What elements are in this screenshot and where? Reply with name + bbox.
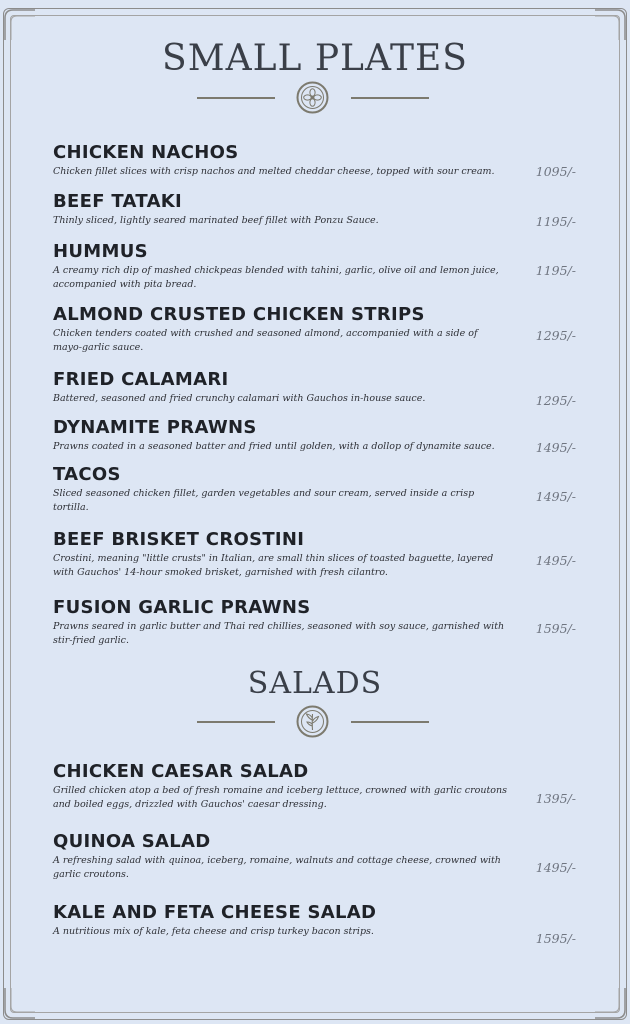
item-description: Thinly sliced, lightly seared marinated beef fillet with Ponzu Sauce. xyxy=(53,215,379,226)
item-name: CHICKEN CAESAR SALAD xyxy=(53,761,309,782)
item-name: FRIED CALAMARI xyxy=(53,369,229,390)
item-price: 1495/- xyxy=(535,489,576,504)
item-price: 1495/- xyxy=(535,440,576,455)
menu-item-tacos xyxy=(53,464,593,515)
item-name: QUINOA SALAD xyxy=(53,831,211,852)
item-description: Prawns seared in garlic butter and Thai red chillies, seasoned with soy sauce, garnished with stir-fried garlic. xyxy=(53,621,505,646)
leaf-emblem-icon xyxy=(296,705,329,738)
flower-emblem-icon xyxy=(296,81,329,114)
item-description: Chicken tenders coated with crushed and seasoned almond, accompanied with a side of mayo-garlic sauce. xyxy=(53,328,478,353)
corner-ornament-icon xyxy=(3,986,37,1020)
menu-item-beef-brisket-crostini xyxy=(53,529,593,580)
item-price: 1195/- xyxy=(535,263,576,278)
item-description: Sliced seasoned chicken fillet, garden vegetables and sour cream, served inside a crisp tortilla. xyxy=(53,488,475,513)
item-name: TACOS xyxy=(53,464,121,485)
item-price: 1295/- xyxy=(535,393,576,408)
menu-item-chicken-caesar-salad xyxy=(53,761,593,812)
item-description: A nutritious mix of kale, feta cheese and crisp turkey bacon strips. xyxy=(53,926,374,937)
corner-ornament-icon xyxy=(593,8,627,42)
item-name: BEEF BRISKET CROSTINI xyxy=(53,529,305,550)
item-price: 1495/- xyxy=(535,553,576,568)
item-price: 1395/- xyxy=(535,791,576,806)
item-price: 1295/- xyxy=(535,328,576,343)
item-name: KALE AND FETA CHEESE SALAD xyxy=(53,902,377,923)
item-price: 1495/- xyxy=(535,860,576,875)
item-name: ALMOND CRUSTED CHICKEN STRIPS xyxy=(53,304,425,325)
item-description: Chicken fillet slices with crisp nachos and melted cheddar cheese, topped with sour cream. xyxy=(53,166,495,177)
menu-item-hummus xyxy=(53,241,593,292)
divider-line xyxy=(197,97,275,99)
divider-line xyxy=(197,721,275,723)
menu-item-chicken-nachos xyxy=(53,142,593,179)
corner-ornament-icon xyxy=(3,8,37,42)
menu-item-kale-and-feta-cheese-salad xyxy=(53,902,593,946)
salads-divider xyxy=(0,704,630,740)
divider-line xyxy=(351,721,429,723)
item-name: DYNAMITE PRAWNS xyxy=(53,417,257,438)
salads-heading: SALADS xyxy=(247,666,383,701)
small-plates-divider xyxy=(0,80,630,116)
item-name: CHICKEN NACHOS xyxy=(53,142,239,163)
item-price: 1595/- xyxy=(535,931,576,946)
item-name: HUMMUS xyxy=(53,241,148,262)
corner-ornament-icon xyxy=(593,986,627,1020)
item-description: Grilled chicken atop a bed of fresh romaine and iceberg lettuce, crowned with garlic croutons and boiled eggs, drizzled with Gauchos' caesar dressing. xyxy=(53,785,507,810)
item-description: A creamy rich dip of mashed chickpeas blended with tahini, garlic, olive oil and lemon juice, accompanied with pita bread. xyxy=(53,265,499,290)
menu-item-quinoa-salad xyxy=(53,831,593,882)
item-price: 1095/- xyxy=(535,164,576,179)
small-plates-heading: SMALL PLATES xyxy=(162,38,468,79)
item-price: 1595/- xyxy=(535,621,576,636)
menu-item-beef-tataki xyxy=(53,191,593,228)
item-name: BEEF TATAKI xyxy=(53,191,183,212)
item-description: Prawns coated in a seasoned batter and fried until golden, with a dollop of dynamite sauce. xyxy=(53,441,495,452)
item-description: Battered, seasoned and fried crunchy calamari with Gauchos in-house sauce. xyxy=(53,393,426,404)
item-description: A refreshing salad with quinoa, iceberg, romaine, walnuts and cottage cheese, crowned with garlic croutons. xyxy=(53,855,501,880)
divider-line xyxy=(351,97,429,99)
menu-item-dynamite-prawns xyxy=(53,417,593,454)
item-price: 1195/- xyxy=(535,214,576,229)
menu-item-almond-crusted-chicken-strips xyxy=(53,304,593,355)
item-name: FUSION GARLIC PRAWNS xyxy=(53,597,311,618)
menu-item-fried-calamari xyxy=(53,369,593,406)
item-description: Crostini, meaning "little crusts" in Italian, are small thin slices of toasted baguette, layered with Gauchos' 14-hour smoked brisket, garnished with fresh cilantro. xyxy=(53,553,494,578)
menu-item-fusion-garlic-prawns xyxy=(53,597,593,648)
